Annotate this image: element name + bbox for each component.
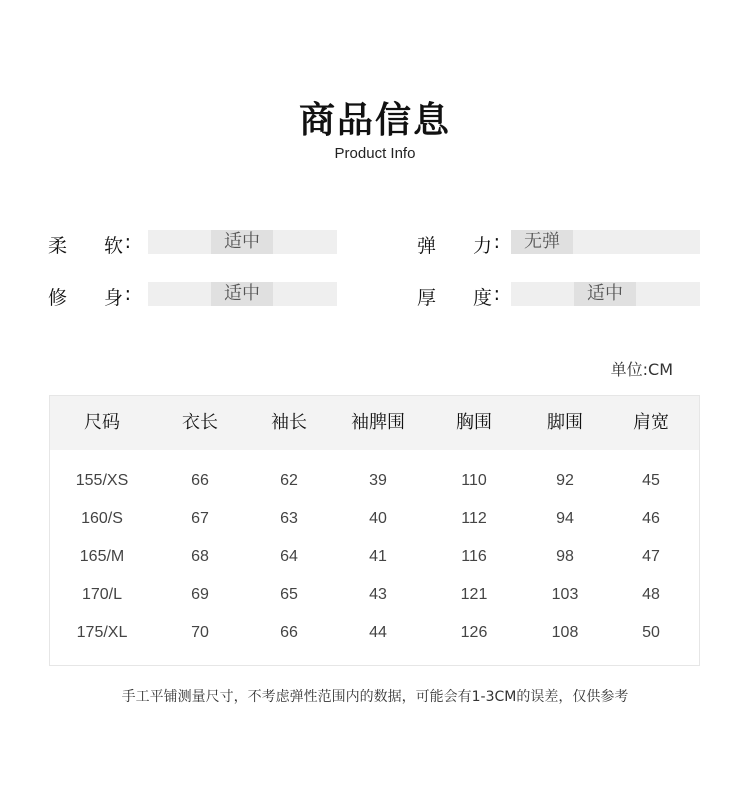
attr-thickness-bar — [511, 282, 700, 306]
cell-hem: 98 — [556, 548, 574, 565]
attr-elasticity-label — [417, 231, 500, 258]
attr-fit-value: 适中 — [211, 282, 273, 306]
cell-shoulder: 50 — [642, 624, 660, 641]
attr-fit-label — [48, 283, 131, 310]
attr-thickness-value: 适中 — [574, 282, 636, 306]
unit-label: 单位:CM — [610, 360, 673, 379]
cell-size: 170/L — [81, 586, 123, 603]
cell-length: 68 — [191, 548, 209, 565]
cell-sleeve: 64 — [280, 548, 298, 565]
attr-softness-bar — [148, 230, 337, 254]
cell-chest: 116 — [461, 548, 487, 565]
attr-elasticity-label-b: 力 — [472, 235, 492, 257]
header-length: 衣长 — [182, 412, 218, 433]
cell-shoulder: 46 — [642, 510, 660, 527]
cell-shoulder: 47 — [642, 548, 660, 565]
attr-fit-colon: : — [124, 283, 131, 305]
cell-sleeve: 63 — [280, 510, 298, 527]
attr-thickness-colon: : — [493, 283, 500, 305]
attr-softness-label-b: 软 — [103, 235, 123, 257]
cell-chest: 121 — [460, 586, 488, 603]
cell-chest: 126 — [460, 624, 488, 641]
cell-hem: 108 — [551, 624, 579, 641]
attr-fit-label-a: 修 — [48, 287, 68, 309]
cell-size: 155/XS — [75, 472, 129, 489]
attr-fit-bar — [148, 282, 337, 306]
size-table-header — [50, 396, 699, 450]
cell-length: 70 — [191, 624, 209, 641]
cell-chest: 112 — [461, 510, 487, 527]
header-hem: 脚围 — [547, 412, 583, 433]
attr-elasticity-bar — [511, 230, 700, 254]
cell-arm-circ: 44 — [369, 624, 387, 641]
cell-hem: 92 — [556, 472, 574, 489]
cell-length: 66 — [191, 472, 209, 489]
header-sleeve: 袖长 — [271, 412, 307, 433]
attr-thickness-label-a: 厚 — [417, 287, 437, 309]
attr-softness-label-a: 柔 — [48, 235, 68, 257]
cell-size: 175/XL — [76, 624, 128, 641]
attr-softness-label — [48, 231, 131, 258]
attr-thickness-label-b: 度 — [472, 287, 492, 309]
header-chest: 胸围 — [456, 412, 492, 433]
attr-thickness-label — [417, 283, 500, 310]
cell-size: 165/M — [79, 548, 125, 565]
cell-arm-circ: 39 — [369, 472, 387, 489]
measurement-note: 手工平铺测量尺寸，不考虑弹性范围内的数据，可能会有1-3CM的误差，仅供参考 — [121, 689, 629, 705]
page-title: 商品信息 — [298, 100, 451, 141]
cell-arm-circ: 40 — [369, 510, 387, 527]
cell-chest: 110 — [461, 472, 487, 489]
attr-elasticity-label-a: 弹 — [417, 235, 437, 257]
cell-arm-circ: 41 — [369, 548, 387, 565]
cell-size: 160/S — [81, 510, 123, 527]
attr-softness-colon: : — [124, 231, 131, 253]
cell-length: 69 — [191, 586, 209, 603]
cell-hem: 94 — [556, 510, 574, 527]
cell-sleeve: 65 — [280, 586, 298, 603]
cell-arm-circ: 43 — [369, 586, 387, 603]
cell-sleeve: 66 — [280, 624, 298, 641]
attr-elasticity-value: 无弹 — [511, 230, 573, 254]
attr-elasticity-colon: : — [493, 231, 500, 253]
attr-fit-label-b: 身 — [103, 287, 123, 309]
cell-shoulder: 48 — [642, 586, 660, 603]
header-size: 尺码 — [84, 412, 120, 433]
header-shoulder: 肩宽 — [633, 412, 669, 433]
cell-length: 67 — [191, 510, 209, 527]
cell-shoulder: 45 — [642, 472, 660, 489]
page-subtitle: Product Info — [334, 145, 416, 162]
attr-softness-value: 适中 — [211, 230, 273, 254]
cell-hem: 103 — [551, 586, 579, 603]
header-arm-circ: 袖脾围 — [351, 412, 405, 433]
size-table — [49, 395, 700, 666]
cell-sleeve: 62 — [280, 472, 298, 489]
